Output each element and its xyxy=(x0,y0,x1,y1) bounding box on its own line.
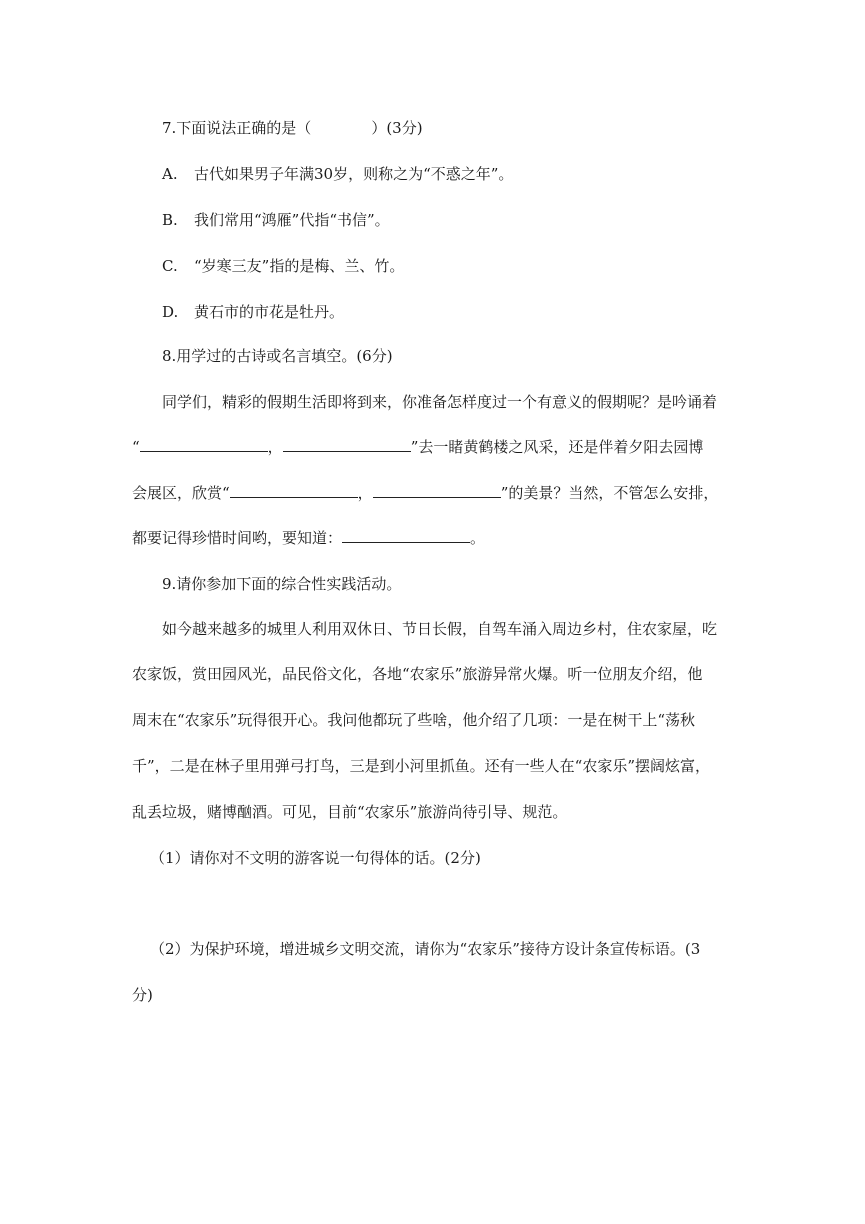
q8-fill-line-3 xyxy=(132,528,485,548)
q7-option-d xyxy=(162,302,344,322)
q9-passage-line: 周末在“农家乐”玩得很开心。我问他都玩了些啥，他介绍了几项：一是在树干上“荡秋 xyxy=(132,711,696,729)
q9-passage-line: 乱丢垃圾，赌博酗酒。可见，目前“农家乐”旅游尚待引导、规范。 xyxy=(132,803,568,821)
answer-blank-1[interactable] xyxy=(140,437,268,452)
q9-subquestion-1: （1）请你对不文明的游客说一句得体的话。(2分) xyxy=(150,849,481,867)
text-segment: ”的美景？当然，不管怎么安排， xyxy=(500,484,719,502)
option-text: “岁寒三友”指的是梅、兰、竹。 xyxy=(194,257,405,275)
q9-passage-line: 农家饭，赏田园风光，品民俗文化，各地“农家乐”旅游异常火爆。听一位朋友介绍，他 xyxy=(132,665,703,683)
answer-blank-2[interactable] xyxy=(283,437,411,452)
q7-option-c xyxy=(162,256,404,276)
q8-paragraph-line: 同学们，精彩的假期生活即将到来，你准备怎样度过一个有意义的假期呢？是吟诵着 xyxy=(162,393,718,411)
answer-blank-4[interactable] xyxy=(373,483,501,498)
q9-stem: 9.请你参加下面的综合性实践活动。 xyxy=(162,575,402,593)
comma: ， xyxy=(267,438,283,456)
option-text: 古代如果男子年满30岁，则称之为“不惑之年”。 xyxy=(194,165,514,183)
option-label: C. xyxy=(162,257,178,275)
text-segment: 会展区，欣赏“ xyxy=(132,484,230,502)
text-segment: 都要记得珍惜时间哟，要知道： xyxy=(132,529,343,547)
comma: ， xyxy=(357,484,373,502)
q8-fill-line-2 xyxy=(132,483,718,503)
q8-fill-line-1 xyxy=(132,437,703,457)
q9-passage-line: 如今越来越多的城里人利用双休日、节日长假，自驾车涌入周边乡村，住农家屋，吃 xyxy=(162,620,718,638)
option-text: 黄石市的市花是牡丹。 xyxy=(194,303,345,321)
period: 。 xyxy=(470,529,486,547)
q7-option-b xyxy=(162,210,390,230)
answer-blank-3[interactable] xyxy=(230,483,358,498)
option-label: D. xyxy=(162,303,179,321)
q9-subquestion-2-cont: 分) xyxy=(132,986,153,1004)
q7-option-a xyxy=(162,164,513,184)
text-segment: ”去一睹黄鹤楼之风采，还是伴着夕阳去园博 xyxy=(410,438,704,456)
q9-subquestion-2: （2）为保护环境，增进城乡文明交流，请你为“农家乐”接待方设计条宣传标语。(3 xyxy=(150,940,701,958)
answer-blank-5[interactable] xyxy=(342,528,470,543)
q9-passage-line: 千”，二是在林子里用弹弓打鸟，三是到小河里抓鱼。还有一些人在“农家乐”摆阔炫富， xyxy=(132,757,711,775)
q7-stem: 7.下面说法正确的是（ ）(3分) xyxy=(162,119,423,137)
option-text: 我们常用“鸿雁”代指“书信”。 xyxy=(194,211,390,229)
option-label: A. xyxy=(162,165,178,183)
quote-mark: “ xyxy=(132,438,140,456)
option-label: B. xyxy=(162,211,178,229)
q8-stem: 8.用学过的古诗或名言填空。(6分) xyxy=(162,347,393,365)
